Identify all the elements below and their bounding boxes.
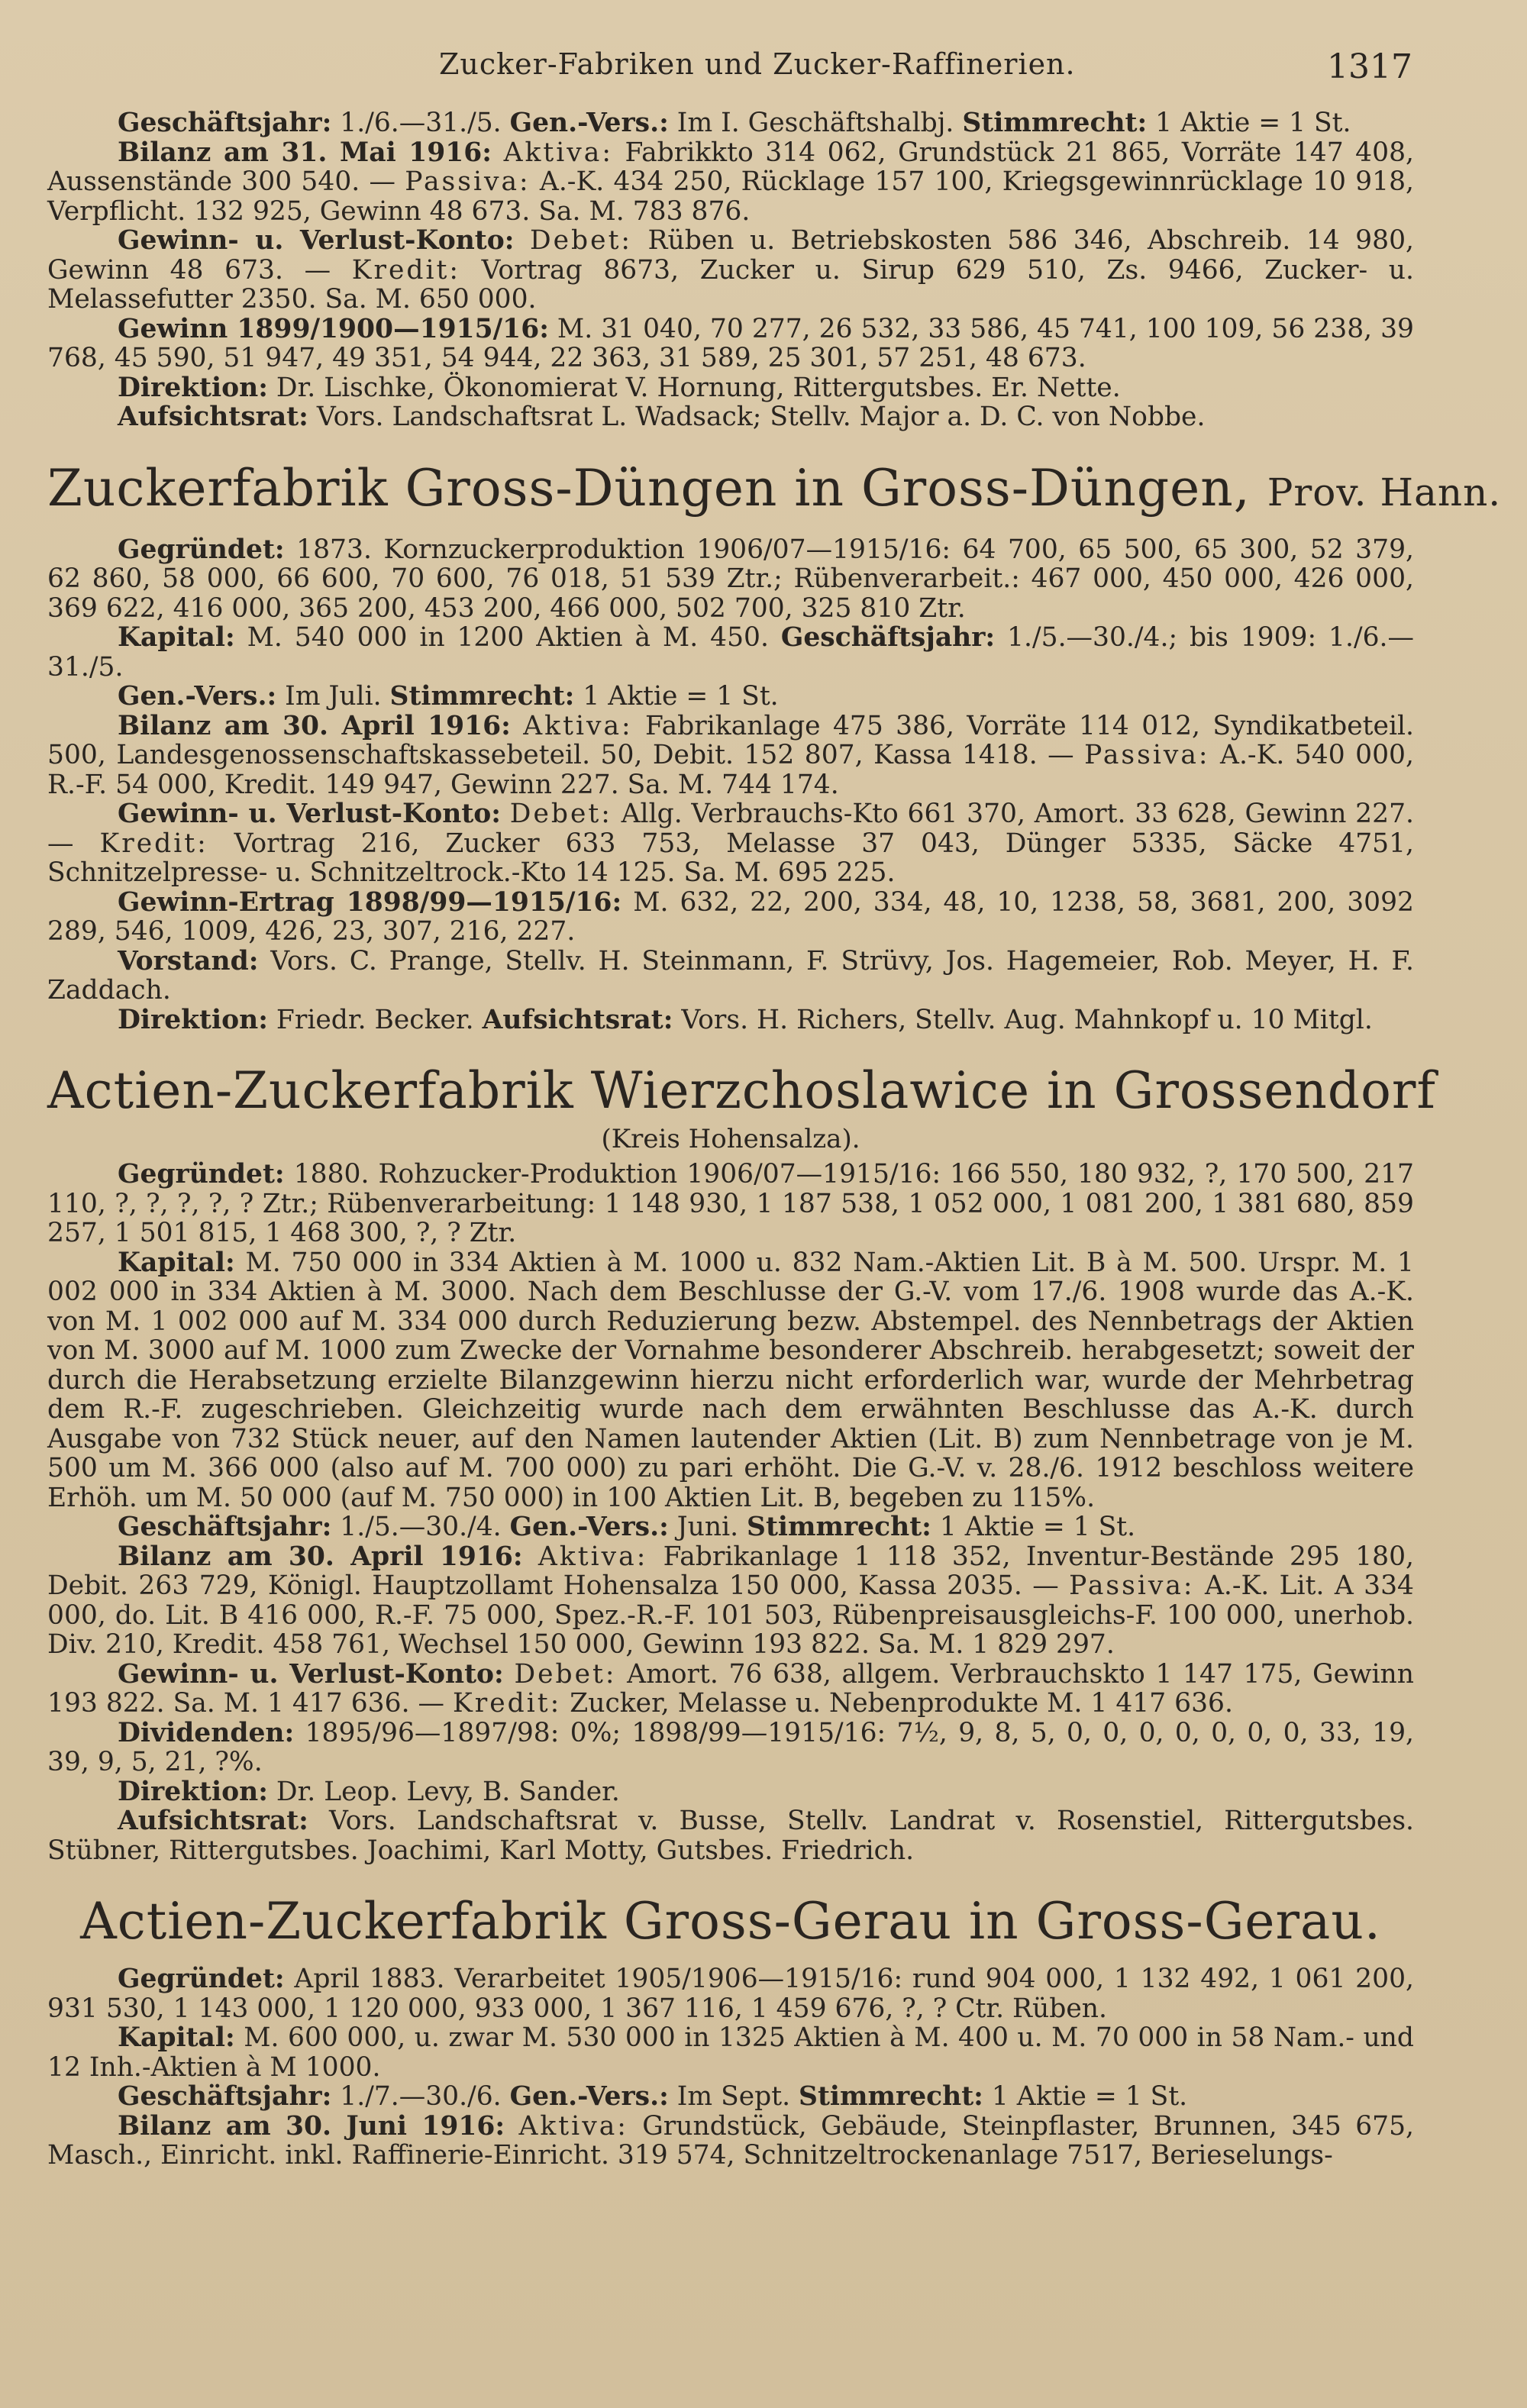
entry-previous-continued (47, 108, 1414, 432)
bilanz-paragraph: Bilanz am 30. Juni 1916: Aktiva: Grundstück, Gebäude, Steinpflaster, Brunnen, 345 675, Masch., Einricht. inkl. Raffinerie-Einricht. 319 574, Schnitzeltrockenanlage 7517, Berieselungs- (47, 2110, 1415, 2171)
direktion-line: Direktion: Dr. Leop. Levy, B. Sander. (118, 1776, 620, 1807)
gegruendet-paragraph: Gegründet: 1880. Rohzucker-Produktion 1906/07—1915/16: 166 550, 180 932, ?, 170 500, 217 110, ?, ?, ?, ?, ? Ztr.; Rübenverarbeitung: 1 148 930, 1 187 538, 1 052 000, 1 081 200, 1 381 680, 859 257, 1 501 815, 1 468 300, ?, ? Ztr. (47, 1159, 1414, 1248)
direktion-line: Direktion: Dr. Lischke, Ökonomierat V. Hornung, Rittergutsbes. Er. Nette. (118, 372, 1121, 403)
page-header (0, 37, 1527, 90)
direktion-line: Direktion: Friedr. Becker. Aufsichtsrat: Vors. H. Richers, Stellv. Aug. Mahnkopf u. 10 Mitgl. (118, 1004, 1373, 1035)
kapital-paragraph: Kapital: M. 540 000 in 1200 Aktien à M. 450. Geschäftsjahr: 1./5.—30./4.; bis 1909: 1./6.—31./5. (47, 622, 1414, 683)
entry-gross-duengen (47, 458, 1502, 1035)
running-title: Zucker-Fabriken und Zucker-Raffinerien. (439, 47, 1076, 81)
bilanz-paragraph: Bilanz am 30. April 1916: Aktiva: Fabrikanlage 475 386, Vorräte 114 012, Syndikatbeteil. 500, Landesgenossenschaftskassebeteil. 50, Debit. 152 807, Kassa 1418. — Passiva: A.-K. 540 000, R.-F. 54 000, Kredit. 149 947, Gewinn 227. Sa. M. 744 174. (47, 710, 1414, 800)
meta-line: Geschäftsjahr: 1./7.—30./6. Gen.-Vers.: Im Sept. Stimmrecht: 1 Aktie = 1 St. (118, 2081, 1188, 2112)
ertrag-paragraph: Gewinn-Ertrag 1898/99—1915/16: M. 632, 22, 200, 334, 48, 10, 1238, 58, 3681, 200, 3092 289, 546, 1009, 426, 23, 307, 216, 227. (47, 886, 1414, 947)
meta-line: Geschäftsjahr: 1./5.—30./4. Gen.-Vers.: Juni. Stimmrecht: 1 Aktie = 1 St. (118, 1512, 1136, 1542)
guv-paragraph: Gewinn- u. Verlust-Konto: Debet: Amort. 76 638, allgem. Verbrauchskto 1 147 175, Gewinn 193 822. Sa. M. 1 417 636. — Kredit: Zucker, Melasse u. Nebenprodukte M. 1 417 636. (47, 1658, 1414, 1719)
meta-line: Geschäftsjahr: 1./6.—31./5. Gen.-Vers.: Im I. Geschäftshalbj. Stimmrecht: 1 Aktie = 1 St. (118, 108, 1351, 138)
guv-paragraph: Gewinn- u. Verlust-Konto: Debet: Allg. Verbrauchs-Kto 661 370, Amort. 33 628, Gewinn 227. — Kredit: Vortrag 216, Zucker 633 753, Melasse 37 043, Dünger 5335, Säcke 4751, Schnitzelpresse- u. Schnitzeltrock.-Kto 14 125. Sa. M. 695 225. (47, 799, 1415, 888)
entry-heading: Actien-Zuckerfabrik Gross-Gerau in Gross-Gerau. (80, 1892, 1381, 1951)
entry-heading: Zuckerfabrik Gross-Düngen in Gross-Düngen, Prov. Hann. (47, 458, 1502, 518)
guv-paragraph: Gewinn- u. Verlust-Konto: Debet: Rüben u. Betriebskosten 586 346, Abschreib. 14 980, Gewinn 48 673. — Kredit: Vortrag 8673, Zucker u. Sirup 629 510, Zs. 9466, Zucker- u. Melassefutter 2350. Sa. M. 650 000. (47, 225, 1414, 315)
bilanz-paragraph: Bilanz am 30. April 1916: Aktiva: Fabrikanlage 1 118 352, Inventur-Bestände 295 180, Debit. 263 729, Königl. Hauptzollamt Hohensalza 150 000, Kassa 2035. — Passiva: A.-K. Lit. A 334 000, do. Lit. B 416 000, R.-F. 75 000, Spez.-R.-F. 101 503, Rübenpreisausgleichs-F. 100 000, unerhob. Div. 210, Kredit. 458 761, Wechsel 150 000, Gewinn 193 822. Sa. M. 1 829 297. (47, 1541, 1414, 1660)
vorstand-paragraph: Vorstand: Vors. C. Prange, Stellv. H. Steinmann, F. Strüvy, Jos. Hagemeier, Rob. Meyer, H. F. Zaddach. (47, 945, 1414, 1005)
entry-gross-gerau (47, 1893, 1414, 2171)
dividenden-paragraph: Dividenden: 1895/96—1897/98: 0%; 1898/99—1915/16: 7½, 9, 8, 5, 0, 0, 0, 0, 0, 0, 0, 33, 19, 39, 9, 5, 21, ?%. (47, 1717, 1414, 1777)
page-number: 1317 (1327, 47, 1412, 86)
kapital-paragraph: Kapital: M. 750 000 in 334 Aktien à M. 1000 u. 832 Nam.-Aktien Lit. B à M. 500. Urspr. M. 1 002 000 in 334 Aktien à M. 3000. Nach dem Beschlusse der G.-V. vom 17./6. 1908 wurde das A.-K. von M. 1 002 000 auf M. 334 000 durch Reduzierung bezw. Abstempel. des Nennbetrags der Aktien von M. 3000 auf M. 1000 zum Zwecke der Vornahme besonderer Abschreib. herabgesetzt; soweit der durch die Herabsetzung erzielte Bilanzgewinn hierzu nicht erforderlich war, wurde der Mehrbetrag dem R.-F. zugeschrieben. Gleichzeitig wurde nach dem erwähnten Beschlusse das A.-K. durch Ausgabe von 732 Stück neuer, auf den Namen lautender Aktien (Lit. B) zum Nennbetrage von je M. 500 um M. 366 000 (also auf M. 700 000) zu pari erhöht. Die G.-V. v. 28./6. 1912 beschloss weitere Erhöh. um M. 50 000 (auf M. 750 000) in 100 Aktien Lit. B, begeben zu 115%. (47, 1247, 1414, 1513)
entry-wierzchoslawice (47, 1061, 1436, 1866)
gegruendet-paragraph: Gegründet: 1873. Kornzuckerproduktion 1906/07—1915/16: 64 700, 65 500, 65 300, 52 379, 62 860, 58 000, 66 600, 70 600, 76 018, 51 539 Ztr.; Rübenverarbeit.: 467 000, 450 000, 426 000, 369 622, 416 000, 365 200, 453 200, 466 000, 502 700, 325 810 Ztr. (47, 534, 1414, 624)
bilanz-paragraph: Bilanz am 31. Mai 1916: Aktiva: Fabrikkto 314 062, Grundstück 21 865, Vorräte 147 408, Aussenstände 300 540. — Passiva: A.-K. 434 250, Rücklage 157 100, Kriegsgewinnrücklage 10 918, Verpflicht. 132 925, Gewinn 48 673. Sa. M. 783 876. (47, 137, 1415, 227)
aufsichtsrat-paragraph: Aufsichtsrat: Vors. Landschaftsrat v. Busse, Stellv. Landrat v. Rosenstiel, Rittergutsbes. Stübner, Rittergutsbes. Joachimi, Karl Motty, Gutsbes. Friedrich. (47, 1806, 1414, 1866)
kapital-paragraph: Kapital: M. 600 000, u. zwar M. 530 000 in 1325 Aktien à M. 400 u. M. 70 000 in 58 Nam.- und 12 Inh.-Aktien à M 1000. (47, 2022, 1414, 2083)
meta-line: Gen.-Vers.: Im Juli. Stimmrecht: 1 Aktie = 1 St. (118, 681, 779, 712)
gegruendet-paragraph: Gegründet: April 1883. Verarbeitet 1905/1906—1915/16: rund 904 000, 1 132 492, 1 061 200, 931 530, 1 143 000, 1 120 000, 933 000, 1 367 116, 1 459 676, ?, ? Ctr. Rüben. (47, 1964, 1414, 2024)
aufsichtsrat-line: Aufsichtsrat: Vors. Landschaftsrat L. Wadsack; Stellv. Major a. D. C. von Nobbe. (118, 402, 1206, 432)
page-content (47, 108, 1502, 2171)
entry-heading: Actien-Zuckerfabrik Wierzchoslawice in Grossendorf (47, 1061, 1436, 1120)
gewinn-paragraph: Gewinn 1899/1900—1915/16: M. 31 040, 70 277, 26 532, 33 586, 45 741, 100 109, 56 238, 39 768, 45 590, 51 947, 49 351, 54 944, 22 363, 31 589, 25 301, 57 251, 48 673. (47, 313, 1414, 373)
entry-subheading: (Kreis Hohensalza). (601, 1124, 860, 1154)
